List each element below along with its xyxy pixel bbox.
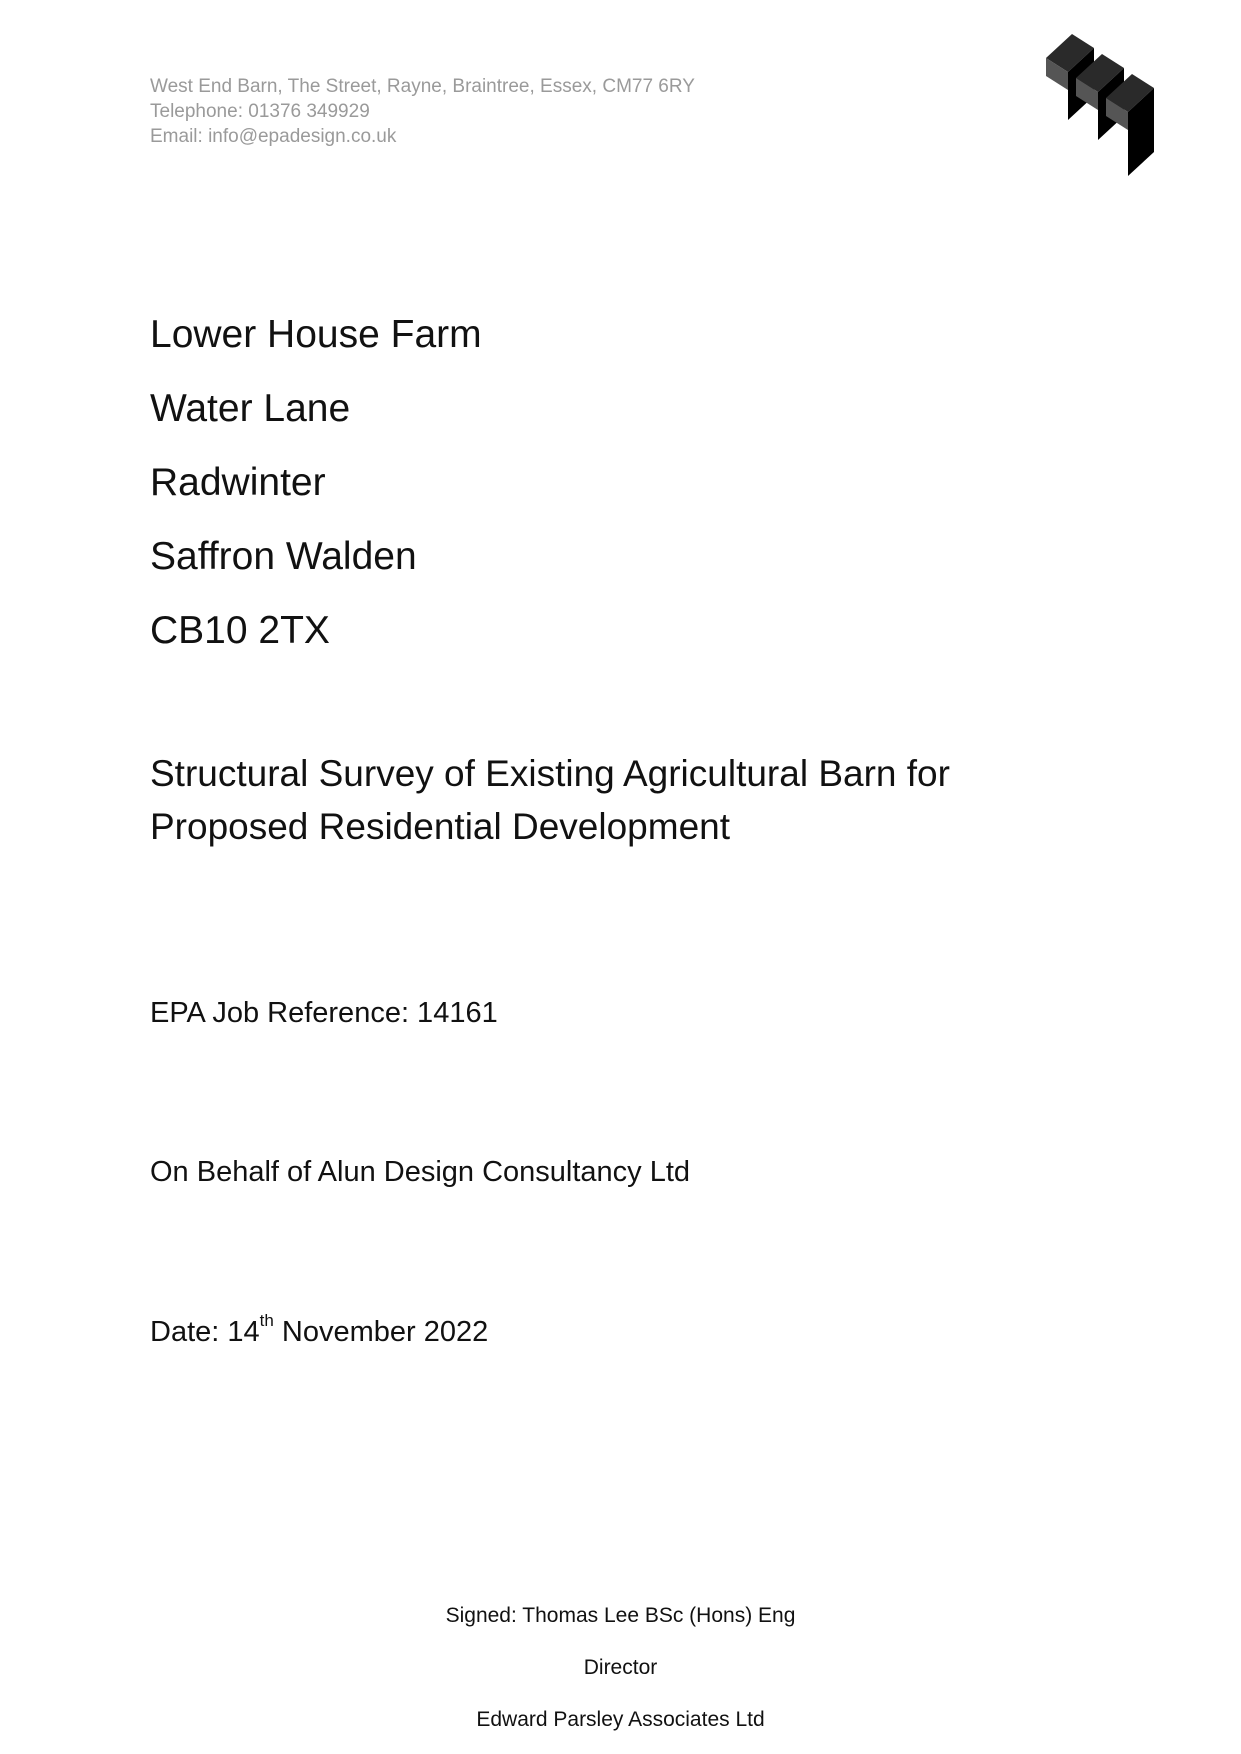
- report-title-line: Structural Survey of Existing Agricultural Barn for: [150, 753, 950, 794]
- company-email: Email: info@epadesign.co.uk: [150, 126, 397, 147]
- epa-logo-icon: [1046, 34, 1176, 176]
- site-address-line: Water Lane: [150, 387, 351, 430]
- header-contact: [150, 74, 695, 149]
- company-address: West End Barn, The Street, Rayne, Braintree, Essex, CM77 6RY: [150, 76, 695, 97]
- date-rest: November 2022: [273, 1316, 489, 1348]
- site-address-line: Radwinter: [150, 461, 326, 504]
- site-address-line: Saffron Walden: [150, 535, 417, 578]
- date-prefix: Date: 14: [150, 1316, 260, 1348]
- signature-role: Director: [583, 1656, 658, 1679]
- report-title: [150, 747, 950, 853]
- signature-company: Edward Parsley Associates Ltd: [476, 1708, 765, 1731]
- site-address: [150, 311, 482, 681]
- site-address-line: Lower House Farm: [150, 313, 482, 356]
- signature-signed-line: Signed: Thomas Lee BSc (Hons) Eng: [445, 1604, 796, 1627]
- signature-block: [0, 1603, 1241, 1731]
- on-behalf-of: On Behalf of Alun Design Consultancy Ltd: [150, 1156, 691, 1188]
- date-ordinal-suffix: th: [259, 1311, 274, 1331]
- site-address-line: CB10 2TX: [150, 609, 330, 652]
- report-title-line: Proposed Residential Development: [150, 806, 731, 847]
- job-reference: EPA Job Reference: 14161: [150, 997, 498, 1029]
- company-telephone: Telephone: 01376 349929: [150, 101, 370, 122]
- report-date: [150, 1311, 489, 1349]
